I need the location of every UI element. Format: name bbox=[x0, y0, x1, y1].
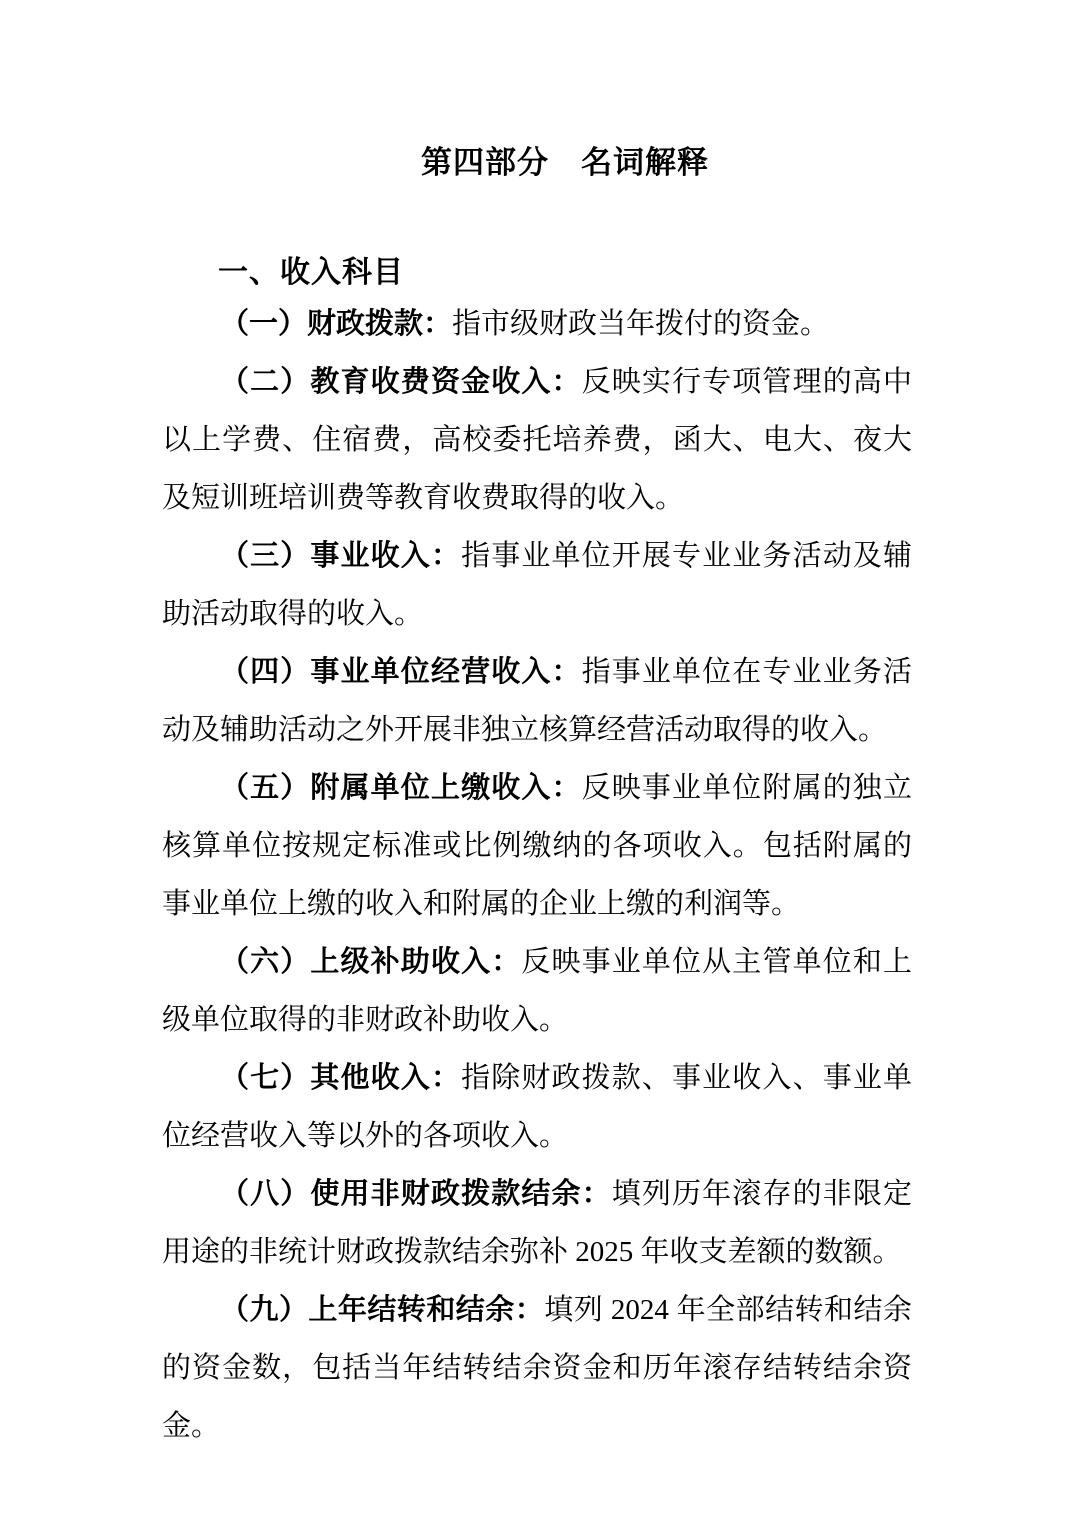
term-definition: 反映事业单位从主管单位和上级单位取得的非财政补助收入。 bbox=[162, 946, 912, 1036]
term-label: （八）使用非财政拨款结余： bbox=[220, 1178, 612, 1210]
term-label: （九）上年结转和结余： bbox=[220, 1294, 545, 1326]
term-label: （一）财政拨款： bbox=[220, 308, 453, 340]
document-title: 第四部分 名词解释 bbox=[421, 145, 709, 180]
term-definition: 反映事业单位附属的独立核算单位按规定标准或比例缴纳的各项收入。包括附属的事业单位上缴的收入和附属的企业上缴的利润等。 bbox=[162, 772, 912, 920]
term-item-7 bbox=[162, 1049, 912, 1165]
term-definition: 指事业单位开展专业业务活动及辅助活动取得的收入。 bbox=[162, 540, 912, 630]
term-item-2 bbox=[162, 353, 912, 527]
term-definition: 指市级财政当年拨付的资金。 bbox=[452, 308, 830, 340]
term-label: （三）事业收入： bbox=[220, 540, 462, 572]
term-definition: 填列 2024 年全部结转和结余的资金数，包括当年结转结余资金和历年滚存结转结余资金。 bbox=[162, 1294, 912, 1442]
term-definition: 指事业单位在专业业务活动及辅助活动之外开展非独立核算经营活动取得的收入。 bbox=[162, 656, 912, 746]
term-label: （四）事业单位经营收入： bbox=[220, 656, 582, 688]
term-item-1 bbox=[162, 295, 912, 353]
term-definition: 反映实行专项管理的高中以上学费、住宿费，高校委托培养费，函大、电大、夜大及短训班培训费等教育收费取得的收入。 bbox=[162, 366, 912, 514]
section-heading-income-items: 一、收入科目 bbox=[218, 256, 404, 289]
term-label: （五）附属单位上缴收入： bbox=[220, 772, 582, 804]
term-item-5 bbox=[162, 759, 912, 933]
term-label: （七）其他收入： bbox=[220, 1062, 462, 1094]
term-item-9 bbox=[162, 1281, 912, 1455]
term-definition: 指除财政拨款、事业收入、事业单位经营收入等以外的各项收入。 bbox=[162, 1062, 912, 1152]
term-definition: 填列历年滚存的非限定用途的非统计财政拨款结余弥补 2025 年收支差额的数额。 bbox=[162, 1178, 912, 1268]
term-label: （二）教育收费资金收入： bbox=[220, 366, 582, 398]
term-item-6 bbox=[162, 933, 912, 1049]
term-list bbox=[162, 295, 912, 1455]
term-item-4 bbox=[162, 643, 912, 759]
term-item-8 bbox=[162, 1165, 912, 1281]
term-label: （六）上级补助收入： bbox=[220, 946, 522, 978]
term-item-3 bbox=[162, 527, 912, 643]
